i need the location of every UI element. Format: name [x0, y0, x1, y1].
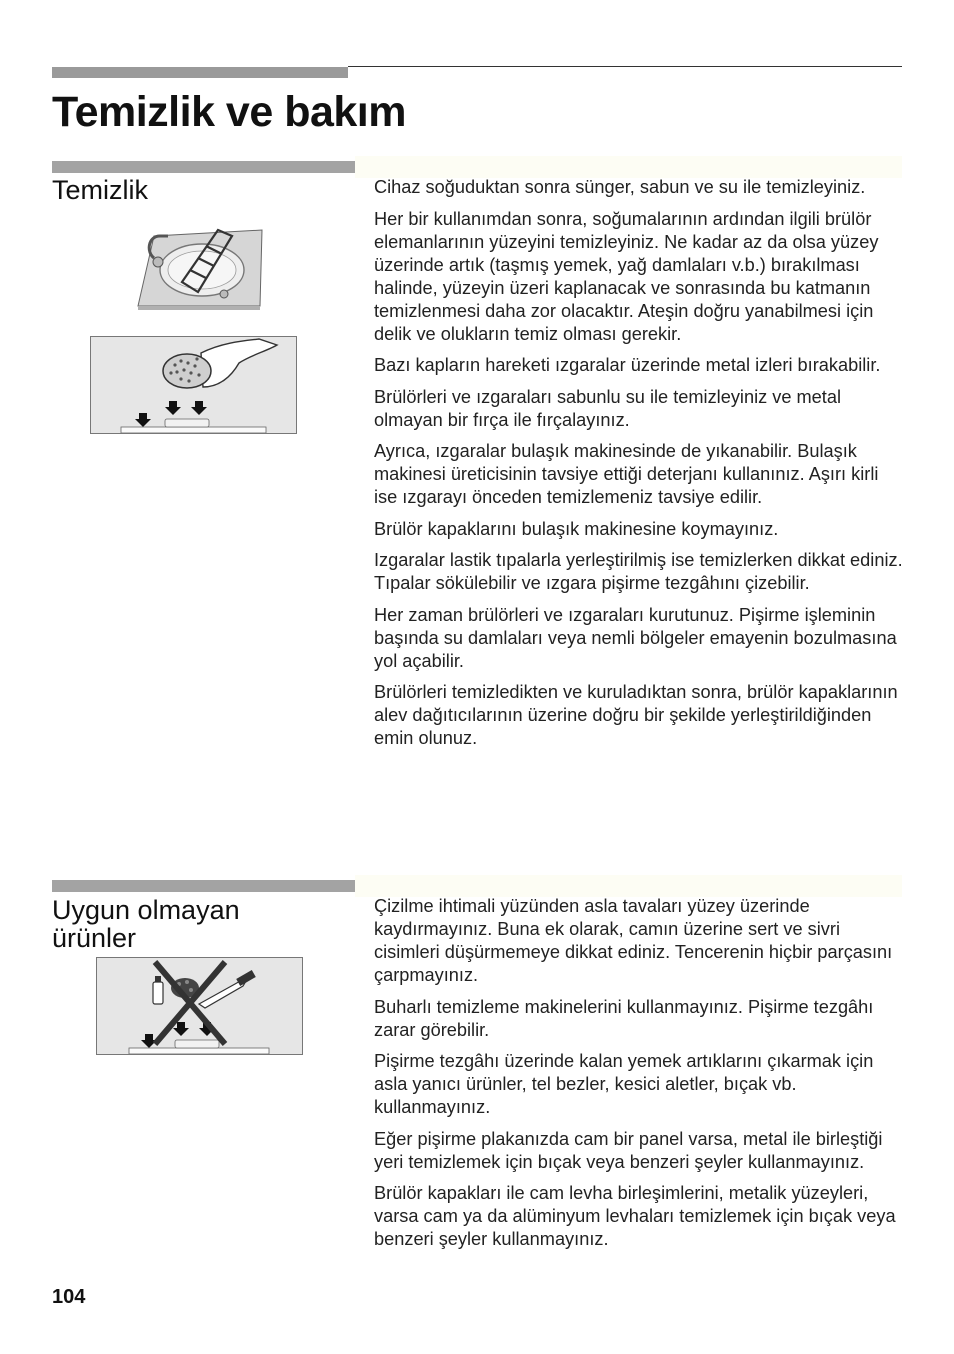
prohibited-tools-figure — [96, 957, 303, 1055]
paragraph: Pişirme tezgâhı üzerinde kalan yemek artıklarını çıkarmak için asla yanıcı ürünler, tel bezler, kesici aletler, bıçak vb. kullanmayınız. — [374, 1051, 874, 1117]
paragraph: Brülörleri ve ızgaraları sabunlu su ile temizleyiniz ve metal olmayan bir fırça ile fırçalayınız. — [374, 386, 842, 430]
section-heading-unsuitable: Uygun olmayan ürünler — [52, 895, 240, 953]
section-heading-cleaning: Temizlik — [52, 175, 149, 205]
sponge-cleaning-figure — [90, 336, 297, 434]
paragraph: Buharlı temizleme makinelerini kullanmayınız. Pişirme tezgâhı zarar görebilir. — [374, 996, 874, 1040]
header-bar — [52, 67, 348, 78]
paragraph: Çizilme ihtimali yüzünden asla tavaları yüzey üzerinde kaydırmayınız. Buna ek olarak, camın üzerine sert ve sivri cisimleri düşürmemeye dikkat ediniz. Tencerenin hiçbir parçasını çarpmayınız. — [374, 896, 893, 985]
unsuitable-text — [374, 895, 904, 1260]
paragraph: Ayrıca, ızgaralar bulaşık makinesinde de yıkanabilir. Bulaşık makinesi üreticisinin tavsiye ettiği deterjanı kullanınız. Aşırı kirli ise ızgarayı önceden temizlemeniz tavsiye edilir. — [374, 441, 879, 507]
paragraph: Cihaz soğuduktan sonra sünger, sabun ve su ile temizleyiniz. — [374, 177, 866, 197]
paragraph: Her bir kullanımdan sonra, soğumalarının ardından ilgili brülör elemanlarının yüzeyini temizleyiniz. Ne kadar az da olsa yüzey üzerinde artık (taşmış yemek, yağ damlaları v.b.) bırakılması halinde, yüzeyin üzeri kaplanacak ve sonrasında bu katmanın temizlenmesi daha zor olacaktır. Ateşin doğru yanabilmesi için delik ve olukların temiz olması gerekir. — [374, 208, 879, 344]
page-title: Temizlik ve bakım — [52, 88, 406, 136]
section-tint-unsuitable — [355, 875, 902, 897]
cleaning-text — [374, 176, 904, 759]
paragraph: Brülör kapaklarını bulaşık makinesine koymayınız. — [374, 518, 779, 539]
sponge-wipe-icon — [91, 337, 296, 433]
paragraph: Brülörleri temizledikten ve kuruladıktan sonra, brülör kapaklarının alev dağıtıcılarının üzerine doğru bir şekilde yerleştirildiğinden emin olunuz. — [374, 682, 898, 748]
page-number: 104 — [52, 1286, 86, 1308]
sink-grate-icon — [132, 222, 266, 314]
section-bar-cleaning — [52, 161, 355, 173]
prohibited-tools-icon — [97, 958, 302, 1054]
paragraph: Her zaman brülörleri ve ızgaraları kurutunuz. Pişirme işleminin başında su damlaları veya nemli bölgeler emayenin bozulmasına yol açabilir. — [374, 604, 897, 671]
header-rule — [348, 66, 902, 67]
paragraph: Izgaralar lastik tıpalarla yerleştirilmiş ise temizlerken dikkat ediniz. Tıpalar sökülebilir ve ızgara pişirme tezgâhını çizebilir. — [374, 550, 903, 593]
section-tint-cleaning — [355, 156, 902, 178]
paragraph: Brülör kapakları ile cam levha birleşimlerini, metalik yüzeyleri, varsa cam ya da alüminyum levhaları temizlemek için bıçak veya benzeri şeyler kullanmayınız. — [374, 1183, 896, 1249]
paragraph: Bazı kapların hareketi ızgaralar üzerinde metal izleri bırakabilir. — [374, 355, 881, 375]
paragraph: Eğer pişirme plakanızda cam bir panel varsa, metal ile birleştiği yeri temizlemek için bıçak veya benzeri şeyler kullanmayınız. — [374, 1128, 883, 1172]
section-bar-unsuitable — [52, 880, 355, 892]
